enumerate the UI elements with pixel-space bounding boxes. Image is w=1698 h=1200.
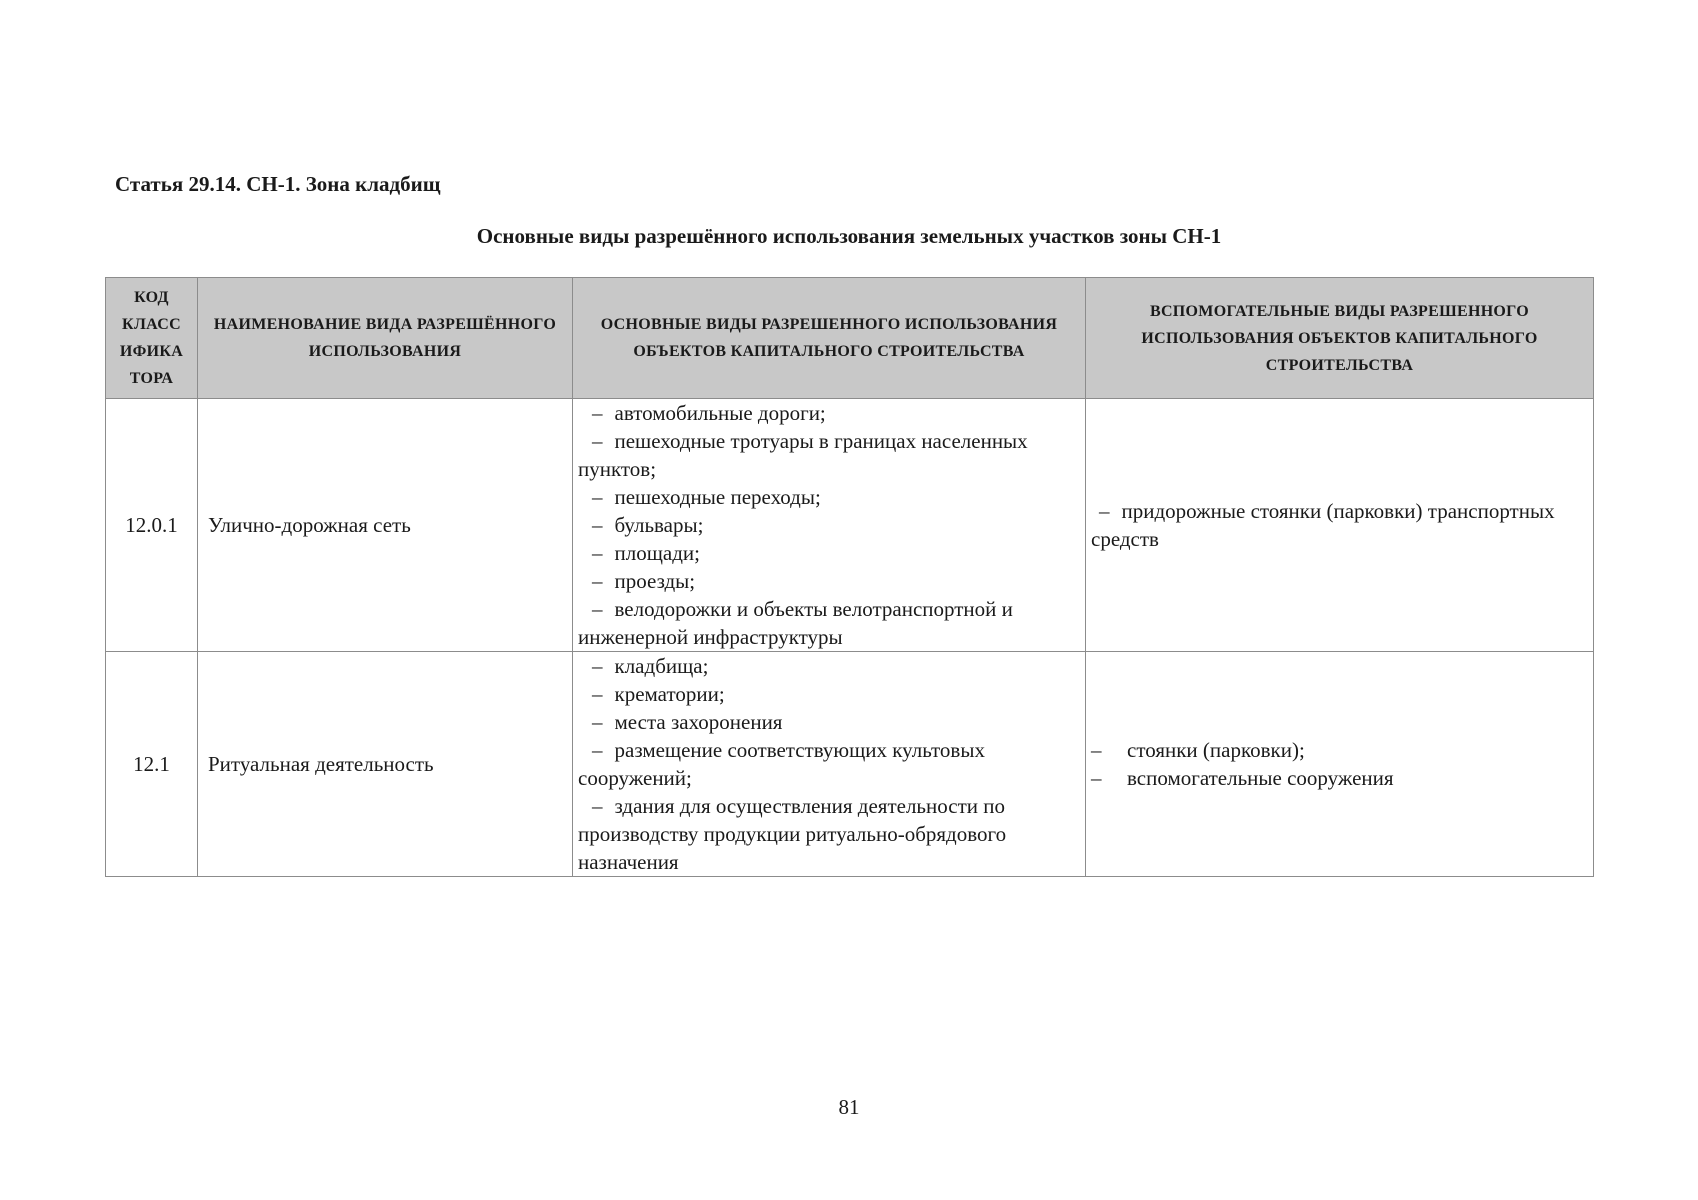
list-item (578, 792, 1080, 876)
aux-uses-cell (1086, 399, 1594, 652)
list-item-text: здания для осуществления деятельности по производству продукции ритуально-обрядового назначения (578, 794, 1007, 874)
list-item-text: пешеходные переходы; (614, 485, 821, 509)
list-item-text: размещение соответствующих культовых сооружений; (578, 738, 985, 790)
page-number: 81 (838, 1095, 860, 1119)
header-code: КОД КЛАСС ИФИКА ТОРА (106, 278, 198, 399)
aux-uses-list (1091, 497, 1588, 553)
list-item-text: велодорожки и объекты велотранспортной и инженерной инфраструктуры (578, 597, 1013, 649)
header-aux-uses: ВСПОМОГАТЕЛЬНЫЕ ВИДЫ РАЗРЕШЕННОГО ИСПОЛЬЗОВАНИЯ ОБЪЕКТОВ КАПИТАЛЬНОГО СТРОИТЕЛЬСТВА (1086, 278, 1594, 399)
list-item-text: пешеходные тротуары в границах населенных пунктов; (578, 429, 1028, 481)
list-item-text: бульвары; (614, 513, 704, 537)
dash-marker: – (592, 429, 603, 453)
dash-marker: – (592, 710, 603, 734)
dash-marker: – (1091, 766, 1102, 790)
main-uses-list (578, 652, 1080, 876)
dash-marker: – (592, 513, 603, 537)
list-item-text: автомобильные дороги; (614, 401, 826, 425)
list-item (578, 539, 1080, 567)
dash-marker: – (592, 654, 603, 678)
list-item (578, 680, 1080, 708)
header-main-uses: ОСНОВНЫЕ ВИДЫ РАЗРЕШЕННОГО ИСПОЛЬЗОВАНИЯ ОБЪЕКТОВ КАПИТАЛЬНОГО СТРОИТЕЛЬСТВА (573, 278, 1086, 399)
use-name: Улично-дорожная сеть (198, 399, 573, 652)
list-item (1091, 764, 1588, 792)
dash-marker: – (592, 401, 603, 425)
list-item (578, 427, 1080, 483)
land-use-table (105, 277, 1594, 877)
main-uses-list (578, 399, 1080, 651)
dash-marker: – (592, 738, 603, 762)
dash-marker: – (592, 569, 603, 593)
list-item-text: крематории; (614, 682, 725, 706)
list-item-text: придорожные стоянки (парковки) транспортных средств (1091, 499, 1555, 551)
list-item (578, 652, 1080, 680)
dash-marker: – (592, 541, 603, 565)
header-name: НАИМЕНОВАНИЕ ВИДА РАЗРЕШЁННОГО ИСПОЛЬЗОВАНИЯ (198, 278, 573, 399)
list-item (578, 567, 1080, 595)
list-item (578, 399, 1080, 427)
list-item (1091, 497, 1588, 553)
list-item-text: кладбища; (614, 654, 709, 678)
list-item-text: площади; (614, 541, 700, 565)
dash-marker: – (1091, 738, 1102, 762)
dash-marker: – (592, 794, 603, 818)
list-item (578, 511, 1080, 539)
dash-marker: – (592, 597, 603, 621)
list-item (578, 483, 1080, 511)
list-item-text: места захоронения (614, 710, 783, 734)
dash-marker: – (1099, 499, 1110, 523)
article-heading: Статья 29.14. СН-1. Зона кладбищ (115, 172, 441, 196)
table-caption: Основные виды разрешённого использования земельных участков зоны СН-1 (476, 224, 1222, 248)
table-row (106, 399, 1594, 652)
aux-uses-cell (1086, 652, 1594, 877)
list-item-text: вспомогательные сооружения (1127, 766, 1394, 790)
dash-marker: – (592, 485, 603, 509)
classifier-code: 12.1 (106, 652, 198, 877)
list-item-text: стоянки (парковки); (1127, 738, 1305, 762)
classifier-code: 12.0.1 (106, 399, 198, 652)
list-item (578, 595, 1080, 651)
use-name: Ритуальная деятельность (198, 652, 573, 877)
table-row (106, 652, 1594, 877)
aux-uses-list (1091, 736, 1588, 792)
dash-marker: – (592, 682, 603, 706)
list-item (1091, 736, 1588, 764)
list-item (578, 708, 1080, 736)
list-item (578, 736, 1080, 792)
main-uses-cell (573, 652, 1086, 877)
table-header-row (106, 278, 1594, 399)
list-item-text: проезды; (614, 569, 696, 593)
main-uses-cell (573, 399, 1086, 652)
